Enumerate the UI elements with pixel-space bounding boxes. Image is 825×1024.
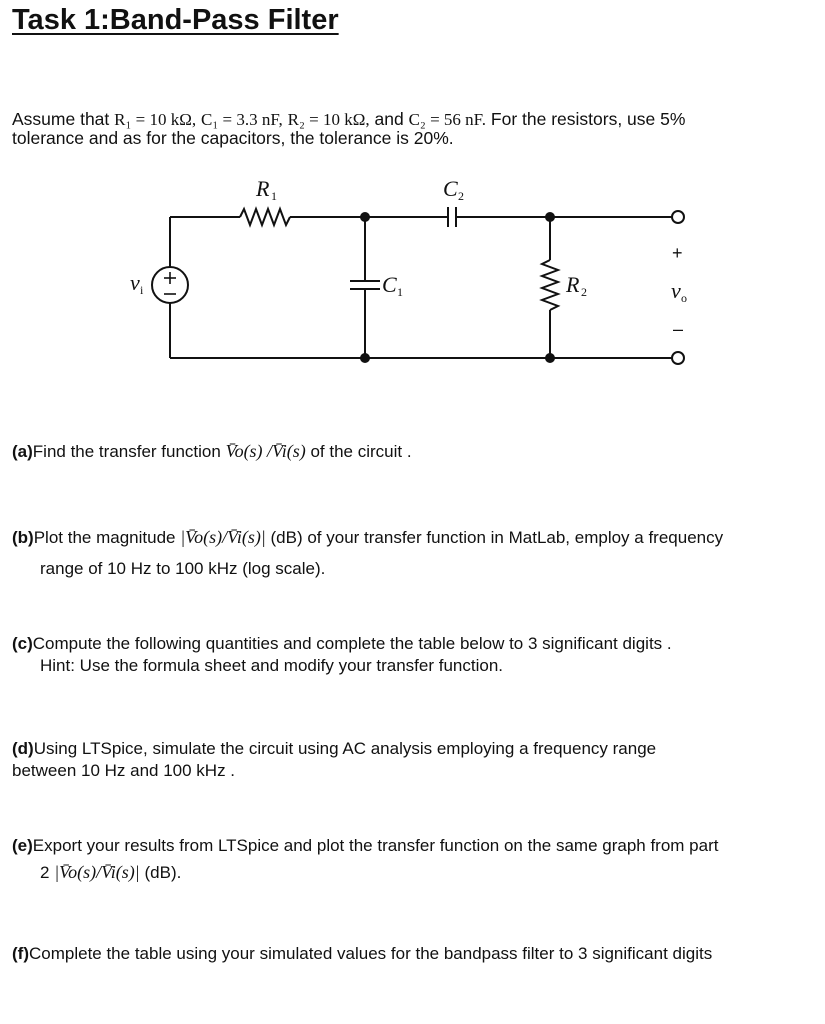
question-f-text: Complete the table using your simulated values for the bandpass filter to 3 significant digits xyxy=(28,944,713,963)
question-d-text: Using LTSpice, simulate the circuit using AC analysis employing a frequency range xyxy=(33,739,657,758)
question-c-line2: Hint: Use the formula sheet and modify your transfer function. xyxy=(40,656,504,675)
label-vi: v xyxy=(130,270,140,295)
question-c-label: (c) xyxy=(12,634,33,653)
label-c1: C xyxy=(382,272,397,297)
label-vo-sub: o xyxy=(681,291,687,305)
node-top-r2 xyxy=(545,212,555,222)
question-a-label: (a) xyxy=(12,442,33,461)
label-vi-sub: i xyxy=(140,283,144,297)
question-c-text: Compute the following quantities and complete the table below to 3 significant digits . xyxy=(32,634,672,653)
question-d xyxy=(12,738,818,782)
question-a xyxy=(12,440,818,463)
question-c xyxy=(12,633,818,677)
intro-paragraph xyxy=(12,110,812,147)
output-terminal-top xyxy=(672,211,684,223)
question-b-label: (b) xyxy=(12,528,34,547)
question-e xyxy=(12,835,818,884)
label-r1: R xyxy=(256,176,270,201)
question-f-label: (f) xyxy=(12,944,29,963)
question-b-text-after: (dB) of your transfer function in MatLab, employ a frequency xyxy=(270,528,724,547)
question-f xyxy=(12,943,818,965)
label-c2-sub: 2 xyxy=(458,189,464,203)
c2-value: C₂ = 56 nF. xyxy=(408,110,487,129)
label-r2: R xyxy=(566,272,580,297)
question-a-math: V̄o(s) /V̄i(s) xyxy=(225,441,306,461)
question-e-line2-prefix: 2 xyxy=(40,863,50,882)
output-terminal-bottom xyxy=(672,352,684,364)
r1-value: R₁ = 10 kΩ, xyxy=(114,110,197,129)
label-r2-sub: 2 xyxy=(581,285,587,299)
node-bottom-r2 xyxy=(545,353,555,363)
label-r1-sub: 1 xyxy=(271,189,277,203)
question-b xyxy=(12,526,818,580)
question-d-line2: between 10 Hz and 100 kHz . xyxy=(12,761,236,780)
question-e-label: (e) xyxy=(12,836,33,855)
c1-value: C₁ = 3.3 nF, xyxy=(201,110,283,129)
resistor-r1-icon xyxy=(240,209,290,225)
label-vo: v xyxy=(671,278,681,303)
node-top-c1 xyxy=(360,212,370,222)
question-e-math: |V̄o(s)/V̄i(s)| xyxy=(54,862,140,882)
question-e-text: Export your results from LTSpice and plot the transfer function on the same graph from part xyxy=(32,836,719,855)
node-bottom-c1 xyxy=(360,353,370,363)
question-b-line2: range of 10 Hz to 100 kHz (log scale). xyxy=(40,559,326,578)
question-e-line2-after: (dB). xyxy=(144,863,182,882)
r2-value: R₂ = 10 kΩ, xyxy=(287,110,370,129)
label-plus: + xyxy=(672,243,683,263)
question-d-label: (d) xyxy=(12,739,34,758)
question-a-text: Find the transfer function xyxy=(32,442,221,461)
label-minus: – xyxy=(673,319,684,339)
intro-line2: tolerance and as for the capacitors, the tolerance is 20%. xyxy=(12,128,454,148)
label-c2: C xyxy=(443,176,458,201)
resistor-r2-icon xyxy=(542,260,558,310)
page-title: Task 1:Band-Pass Filter xyxy=(12,4,339,36)
question-a-text-after: of the circuit . xyxy=(310,442,412,461)
intro-assume: Assume that xyxy=(12,109,110,129)
question-b-math: |V̄o(s)/V̄i(s)| xyxy=(180,527,266,547)
circuit-diagram xyxy=(110,170,710,385)
label-c1-sub: 1 xyxy=(397,285,403,299)
question-b-text: Plot the magnitude xyxy=(33,528,176,547)
intro-and: and xyxy=(374,109,404,129)
intro-line1-rest: For the resistors, use 5% xyxy=(490,109,686,129)
